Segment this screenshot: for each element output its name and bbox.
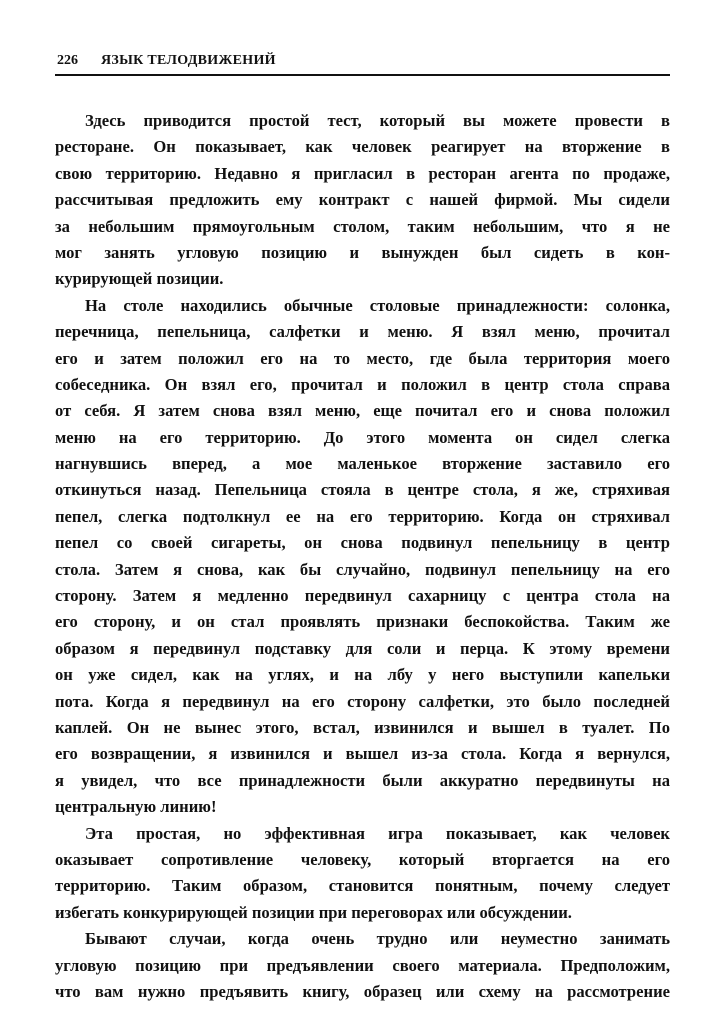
text-line: пота. Когда я передвинул на его сторону салфетки, это было последней bbox=[55, 691, 670, 711]
text-line: собеседника. Он взял его, прочитал и положил в центр стола справа bbox=[55, 374, 670, 394]
running-header bbox=[55, 48, 670, 76]
text-line: его и затем положил его на то место, где была территория моего bbox=[55, 348, 670, 368]
text-line: перечница, пепельница, салфетки и меню. Я взял меню, прочитал bbox=[55, 322, 670, 342]
text-line: курирующей позиции. bbox=[55, 269, 224, 289]
text-line: территорию. Таким образом, становится понятным, почему следует bbox=[55, 876, 670, 896]
text-line: я увидел, что все принадлежности были аккуратно передвинуты на bbox=[55, 770, 670, 790]
text-line: мог занять угловую позицию и вынужден был сидеть в кон- bbox=[55, 242, 670, 262]
text-line: меню на его территорию. До этого момента он сидел слегка bbox=[55, 427, 670, 447]
text-line: сторону. Затем я медленно передвинул сахарницу с центра стола на bbox=[55, 586, 670, 606]
text-line: образом я передвинул подставку для соли и перца. К этому времени bbox=[55, 638, 670, 658]
text-line: его сторону, и он стал проявлять признаки беспокойства. Таким же bbox=[55, 612, 670, 632]
text-line: свою территорию. Недавно я пригласил в ресторан агента по продаже, bbox=[55, 163, 670, 183]
text-line: каплей. Он не вынес этого, встал, извинился и вышел в туалет. По bbox=[55, 717, 670, 737]
text-line: за небольшим прямоугольным столом, таким небольшим, что я не bbox=[55, 216, 670, 236]
text-line: его возвращении, я извинился и вышел из-за стола. Когда я вернулся, bbox=[55, 744, 670, 764]
text-line: избегать конкурирующей позиции при переговорах или обсуждении. bbox=[55, 902, 572, 922]
text-line: Бывают случаи, когда очень трудно или неуместно занимать bbox=[85, 929, 670, 949]
text-line: пепел, слегка подтолкнул ее на его территорию. Когда он стряхивал bbox=[55, 506, 670, 526]
text-line: что вам нужно предъявить книгу, образец или схему на рассмотрение bbox=[55, 981, 670, 1001]
text-line: от себя. Я затем снова взял меню, еще почитал его и снова положил bbox=[55, 401, 670, 421]
text-line: На столе находились обычные столовые принадлежности: солонка, bbox=[85, 295, 670, 315]
text-line: нагнувшись вперед, а мое маленькое вторжение заставило его bbox=[55, 454, 670, 474]
text-line: Эта простая, но эффективная игра показывает, как человек bbox=[85, 823, 670, 843]
page-number: 226 bbox=[57, 53, 78, 68]
body-text bbox=[55, 108, 670, 1005]
text-line: пепел со своей сигареты, он снова подвинул пепельницу в центр bbox=[55, 533, 670, 553]
text-line: угловую позицию при предъявлении своего материала. Предположим, bbox=[55, 955, 670, 975]
text-line: он уже сидел, как на углях, и на лбу у него выступили капельки bbox=[55, 665, 670, 685]
text-line: рассчитывая предложить ему контракт с нашей фирмой. Мы сидели bbox=[55, 190, 670, 210]
running-title: ЯЗЫК ТЕЛОДВИЖЕНИЙ bbox=[101, 53, 276, 68]
text-line: центральную линию! bbox=[55, 797, 217, 817]
text-line: откинуться назад. Пепельница стояла в центре стола, я же, стряхивая bbox=[55, 480, 670, 500]
text-line: Здесь приводится простой тест, который вы можете провести в bbox=[85, 111, 670, 130]
text-line: стола. Затем я снова, как бы случайно, подвинул пепельницу на его bbox=[55, 559, 670, 579]
text-line: ресторане. Он показывает, как человек реагирует на вторжение в bbox=[55, 137, 670, 157]
text-line: оказывает сопротивление человеку, который вторгается на его bbox=[55, 849, 670, 869]
